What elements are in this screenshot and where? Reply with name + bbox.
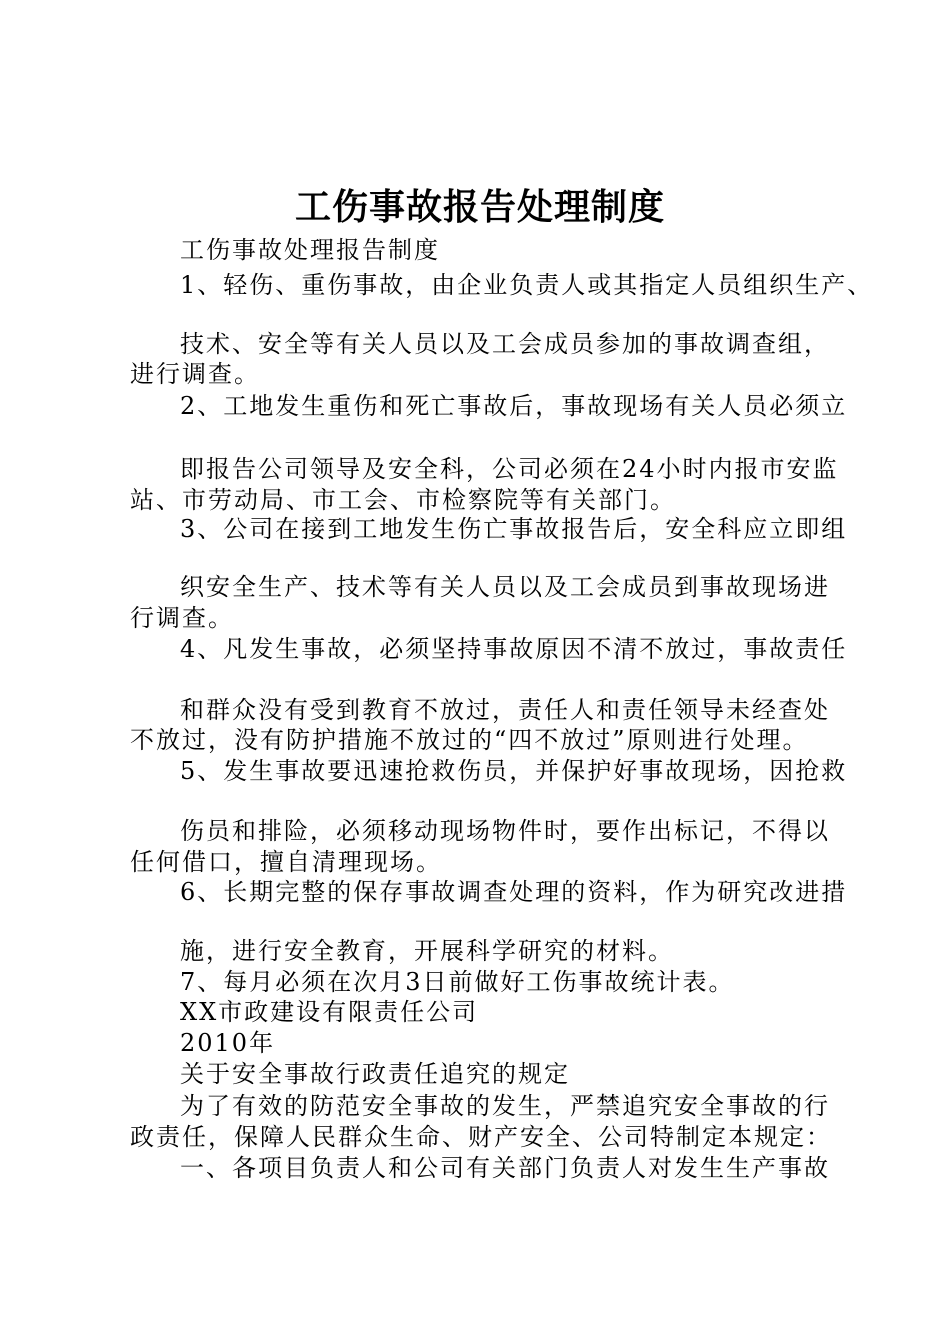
doc-line: 7、每月必须在次月3日前做好工伤事故统计表。: [180, 968, 735, 996]
doc-line: 政责任，保障人民群众生命、财产安全、公司特制定本规定：: [130, 1123, 832, 1151]
doc-line: 进行调查。: [130, 360, 260, 388]
doc-line: 即报告公司领导及安全科，公司必须在24小时内报市安监: [180, 455, 839, 483]
doc-line: 1、轻伤、重伤事故，由企业负责人或其指定人员组织生产、: [180, 271, 874, 299]
doc-line: 和群众没有受到教育不放过，责任人和责任领导未经查处: [180, 696, 830, 724]
doc-line: 为了有效的防范安全事故的发生，严禁追究安全事故的行: [180, 1092, 830, 1120]
doc-line: 3、公司在接到工地发生伤亡事故报告后，安全科应立即组: [180, 515, 848, 543]
doc-line: 站、市劳动局、市工会、市检察院等有关部门。: [130, 486, 676, 514]
doc-line: 一、各项目负责人和公司有关部门负责人对发生生产事故: [180, 1154, 830, 1182]
doc-line: 伤员和排险，必须移动现场物件时，要作出标记，不得以: [180, 817, 830, 845]
doc-line: 织安全生产、技术等有关人员以及工会成员到事故现场进: [180, 573, 830, 601]
document-title: 工伤事故报告处理制度: [294, 186, 665, 228]
doc-line: 行调查。: [130, 604, 234, 632]
doc-line: 2、工地发生重伤和死亡事故后，事故现场有关人员必须立: [180, 392, 848, 420]
doc-line: 任何借口，擅自清理现场。: [130, 848, 442, 876]
doc-line: 6、长期完整的保存事故调查处理的资料，作为研究改进措: [180, 878, 848, 906]
doc-company-name: XX市政建设有限责任公司: [180, 998, 479, 1026]
doc-line-subtitle: 工伤事故处理报告制度: [180, 236, 440, 264]
doc-line: 4、凡发生事故，必须坚持事故原因不清不放过，事故责任: [180, 635, 848, 663]
doc-section-heading: 关于安全事故行政责任追究的规定: [180, 1060, 570, 1088]
doc-year: 2010年: [180, 1029, 276, 1057]
doc-line: 5、发生事故要迅速抢救伤员，并保护好事故现场，因抢救: [180, 757, 848, 785]
doc-line: 施，进行安全教育，开展科学研究的材料。: [180, 937, 674, 965]
doc-line: 技术、安全等有关人员以及工会成员参加的事故调查组，: [180, 330, 830, 358]
doc-line: 不放过，没有防护措施不放过的“四不放过”原则进行处理。: [130, 726, 809, 754]
